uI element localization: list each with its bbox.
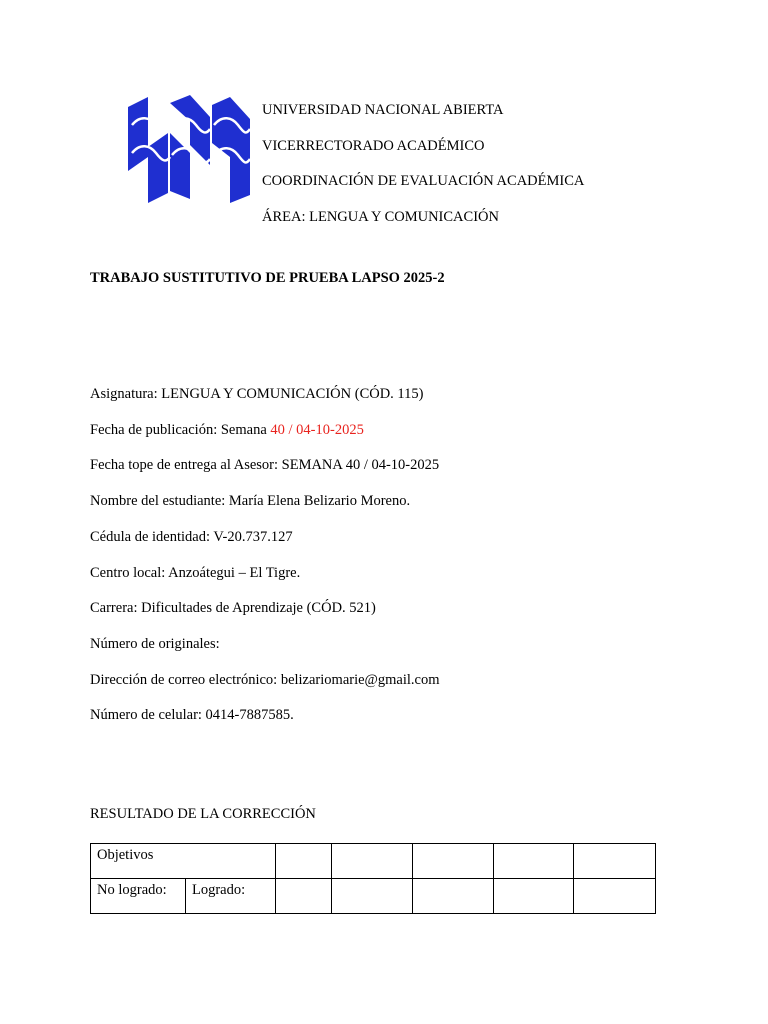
fecha-publicacion-label: Fecha de publicación: Semana [90,421,271,438]
student-info [90,377,440,734]
table-cell [332,844,413,879]
table-row [91,879,656,914]
field-centro-local: Centro local: Anzoátegui – El Tigre. [90,564,301,581]
logrado-cell: Logrado: [186,879,276,914]
coordination: COORDINACIÓN DE EVALUACIÓN ACADÉMICA [262,173,585,190]
field-asignatura: Asignatura: LENGUA Y COMUNICACIÓN (CÓD. 115) [90,386,424,402]
una-logo-icon [126,95,252,205]
field-carrera: Carrera: Dificultades de Aprendizaje (CÓD. 521) [90,600,376,617]
table-cell [332,879,413,914]
institution-header [262,93,584,236]
field-fecha-tope: Fecha tope de entrega al Asesor: SEMANA 40 / 04-10-2025 [90,457,440,474]
objetivos-cell: Objetivos [91,844,276,879]
table-cell [574,844,656,879]
table-cell [574,879,656,914]
fecha-publicacion-value: 40 / 04-10-2025 [270,421,364,438]
table-cell [494,879,574,914]
field-numero-originales: Número de originales: [90,635,220,652]
results-table [90,843,656,914]
university-name: UNIVERSIDAD NACIONAL ABIERTA [262,102,504,118]
table-cell [494,844,574,879]
results-title: RESULTADO DE LA CORRECCIÓN [90,806,316,822]
table-cell [413,844,494,879]
field-celular: Número de celular: 0414-7887585. [90,707,294,724]
area: ÁREA: LENGUA Y COMUNICACIÓN [262,209,499,226]
field-fecha-publicacion [90,413,440,449]
table-cell [413,879,494,914]
vice-rectorate: VICERRECTORADO ACADÉMICO [262,137,485,154]
table-cell [276,844,332,879]
field-nombre: Nombre del estudiante: María Elena Belizario Moreno. [90,493,411,510]
table-row [91,844,656,879]
document-title: TRABAJO SUSTITUTIVO DE PRUEBA LAPSO 2025-2 [90,270,445,286]
no-logrado-cell: No logrado: [91,879,186,914]
field-cedula: Cédula de identidad: V-20.737.127 [90,528,293,545]
field-correo: Dirección de correo electrónico: belizariomarie@gmail.com [90,671,440,688]
table-cell [276,879,332,914]
